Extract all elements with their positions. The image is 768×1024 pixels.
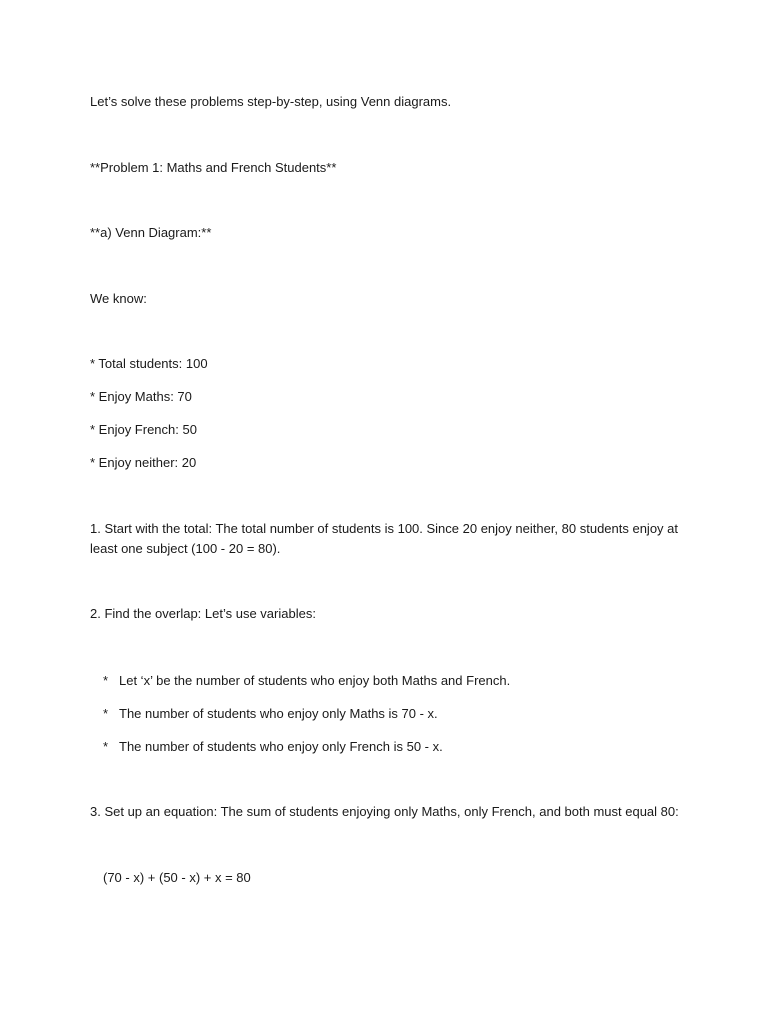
intro-paragraph: Let’s solve these problems step-by-step, using Venn diagrams.	[90, 94, 452, 109]
step-3-paragraph: 3. Set up an equation: The sum of students enjoying only Maths, only French, and both must equal 80:	[90, 804, 679, 819]
bullet-item-only-maths: The number of students who enjoy only Maths is 70 - x.	[119, 706, 438, 721]
bullet-item-only-french: The number of students who enjoy only French is 50 - x.	[119, 739, 443, 754]
problem-heading: **Problem 1: Maths and French Students**	[90, 160, 337, 175]
fact-enjoy-neither: * Enjoy neither: 20	[90, 455, 197, 470]
step-2-paragraph: 2. Find the overlap: Let’s use variables:	[90, 606, 316, 621]
equation-line: (70 - x) + (50 - x) + x = 80	[103, 870, 251, 885]
bullet-marker: *	[103, 706, 109, 721]
fact-total-students: * Total students: 100	[90, 356, 208, 371]
bullet-marker: *	[103, 673, 109, 688]
we-know-label: We know:	[90, 291, 147, 306]
venn-subheading: **a) Venn Diagram:**	[90, 225, 212, 240]
bullet-marker: *	[103, 739, 109, 754]
fact-enjoy-maths: * Enjoy Maths: 70	[90, 389, 192, 404]
bullet-item-variable-x: Let ‘x’ be the number of students who enjoy both Maths and French.	[119, 673, 511, 688]
fact-enjoy-french: * Enjoy French: 50	[90, 422, 197, 437]
step-1-paragraph: 1. Start with the total: The total number of students is 100. Since 20 enjoy neither, 80 students enjoy at least one subject (100 - 20 = 80).	[90, 521, 679, 556]
